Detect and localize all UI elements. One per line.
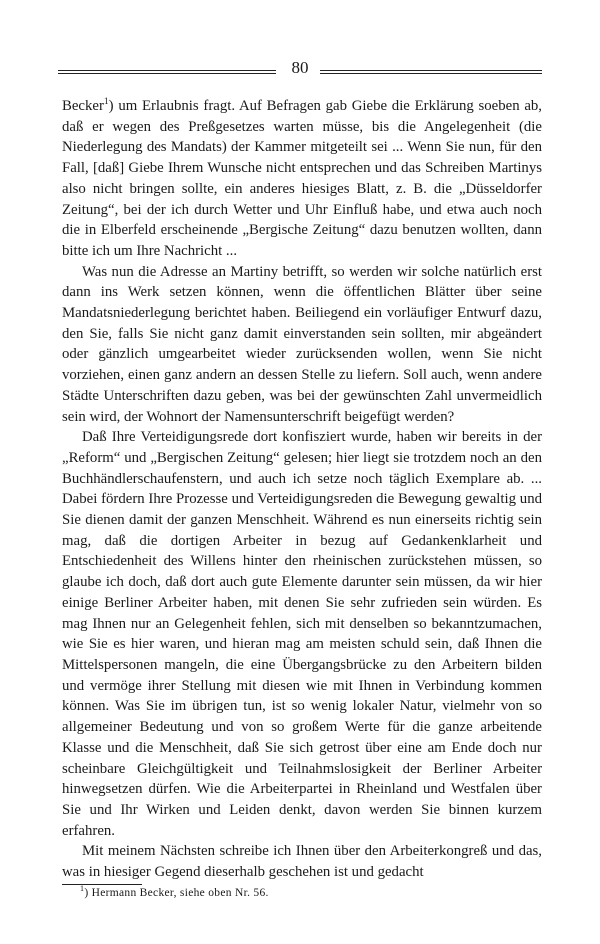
page-header: [58, 58, 542, 78]
header-rule-right: [320, 70, 542, 74]
paragraph-3: Daß Ihre Verteidigungsrede dort konfisziert wurde, haben wir bereits in der „Reform“ und „Bergischen Zeitung“ gelesen; hier liegt sie trotzdem noch an den Buchhändlerschaufenstern, und auch ich setze noch täglich Exemplare ab. ... Dabei fördern Ihre Prozesse und Verteidigungsreden die Bewegung gewaltig und Sie dienen damit der ganzen Menschheit. Während es nun einerseits richtig sein mag, daß die dortigen Arbeiter in bezug auf Gedankenklarheit und Entschiedenheit des Willens hinter den rheinischen zurückstehen müssen, so glaube ich doch, daß dort auch gute Elemente darunter sein müssen, da wir hier einige Berliner Arbeiter haben, mit denen Sie sehr zufrieden sein würden. Es mag Ihnen nur an Gelegenheit fehlen, sich mit denselben so bekanntzumachen, wie Sie es hier waren, und hieran mag am meisten schuld sein, daß Ihnen die Mittelspersonen mangeln, die eine Übergangsbrücke zu den Arbeitern bilden und vermöge ihrer Stellung mit diesen wie mit Ihnen in Verbindung kommen können. Was Sie im übrigen tun, ist so wenig lokaler Natur, vielmehr von so allgemeiner Bedeutung und von so großem Werte für die ganze arbeitende Klasse und die Menschheit, daß Sie sich getrost über eine am Ende doch nur scheinbare Gleichgültigkeit und Teilnahmslosigkeit der Berliner Arbeiter hinwegsetzen dürfen. Wie die Arbeiterpartei in Rheinland und Westfalen über Sie und Ihr Wirken und Leiden denkt, davon werden Sie binnen kurzem erfahren.: [62, 429, 542, 839]
footnote-reference: 1: [103, 97, 109, 108]
letter-body: [62, 96, 542, 883]
paragraph-1-text: ) um Erlaubnis fragt. Auf Befragen gab Giebe die Erklärung soeben ab, daß er wegen des Preßgesetzes warten müsse, bis die Angelegenheit (die Niederlegung des Mandats) der Kammer mitgeteilt sei ... Wenn Sie nun, für den Fall, [daß] Giebe Ihrem Wunsche nicht entsprechen und das Schreiben Martinys also nicht bringen sollte, ein anderes hiesiges Blatt, z. B. die „Düsseldorfer Zeitung“, bei der ich durch Wetter und Uhr Einfluß habe, und etwa auch noch die in Elberfeld erscheinende „Bergische Zeitung“ dazu benutzen wollten, dann bitte ich um Ihre Nachricht ...: [62, 98, 542, 259]
page-number: 80: [291, 58, 309, 77]
footnote-rule: [62, 884, 142, 885]
paragraph-1-lead: Becker: [62, 98, 104, 114]
paragraph-4: Mit meinem Nächsten schreibe ich Ihnen über den Arbeiterkongreß und das, was in hiesiger Gegend dieserhalb geschehen ist und gedacht: [62, 843, 542, 881]
paragraph-1: [62, 96, 542, 262]
footnote-text: ) Hermann Becker, siehe oben Nr. 56.: [84, 887, 269, 899]
footnote-mark: 1: [80, 884, 85, 894]
paragraph-2: Was nun die Adresse an Martiny betrifft, so werden wir solche natürlich erst dann ins Werk setzen können, wenn die öffentlichen Blätter über seine Mandatsniederlegung berichtet haben. Beiliegend ein vorläufiger Entwurf dazu, den Sie, falls Sie nicht ganz damit einverstanden sein sollten, mir abgeändert oder gänzlich umgearbeitet wieder zurücksenden wollen, wenn Sie nicht vorziehen, einen ganz andern an dessen Stelle zu liefern. Soll auch, wenn andere Städte Unterschriften dazu geben, was bei der gewünschten Zahl unvermeidlich sein wird, der Wohnort der Namensunterschrift beigefügt werden?: [62, 263, 542, 425]
footnote: [80, 886, 540, 901]
